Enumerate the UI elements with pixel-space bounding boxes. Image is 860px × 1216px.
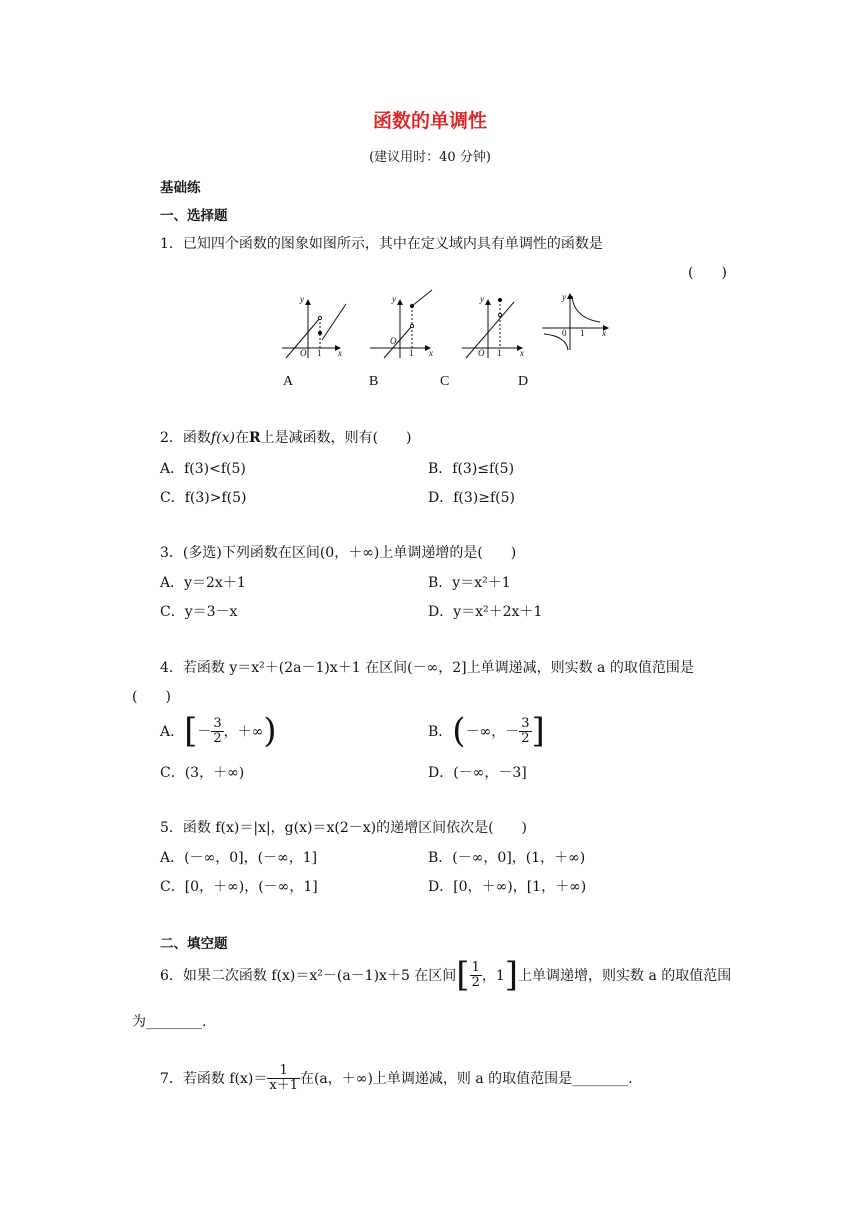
q3-option-a[interactable]: A．y＝2x＋1 xyxy=(160,575,246,591)
graph-b xyxy=(370,290,432,358)
q1-stem: 1．已知四个函数的图象如图所示，其中在定义域内具有单调性的函数是 xyxy=(160,236,603,252)
graph-a xyxy=(282,300,346,358)
graph-d-y-label: y xyxy=(562,292,566,302)
graph-d-x-label: x xyxy=(602,328,606,338)
section-choice: 一、选择题 xyxy=(160,208,228,224)
graph-a-x-label: x xyxy=(338,348,342,358)
q3-option-c[interactable]: C．y＝3－x xyxy=(160,604,238,620)
graph-b-x-label: x xyxy=(429,348,433,358)
section-fill: 二、填空题 xyxy=(160,936,228,952)
figure-label-a: A xyxy=(283,374,294,389)
q5-option-d[interactable]: D．[0，＋∞)，[1，＋∞) xyxy=(428,879,587,895)
graph-c-tick-1: 1 xyxy=(497,348,502,358)
q4-stem: 4．若函数 y＝x²＋(2a－1)x＋1 在区间(－∞，2]上单调递减，则实数 a 的取值范围是 xyxy=(160,660,694,676)
time-suggestion: (建议用时：40 分钟) xyxy=(369,150,491,165)
figure-label-b: B xyxy=(369,374,379,389)
q5-option-c[interactable]: C．[0，＋∞)，(－∞，1] xyxy=(160,879,318,895)
graph-a-origin: O xyxy=(300,348,307,358)
q2-stem: 2．函数f(x)在R上是减函数，则有( ) xyxy=(160,430,412,446)
figure-label-d: D xyxy=(518,374,529,389)
graph-b-origin: O xyxy=(390,336,397,346)
q6-stem: 6．如果二次函数 f(x)＝x²－(a－1)x＋5 在区间[ $\frac{1}{2}$ ，1]上单调递增，则实数 a 的取值范围 xyxy=(160,955,732,995)
graph-d xyxy=(542,294,608,350)
q7-stem: 7．若函数 f(x)＝ $\frac{1}{x+1}$ 在(a，＋∞)上单调递减，则 a 的取值范围是________. xyxy=(160,1063,633,1093)
figure-label-c: C xyxy=(440,374,450,389)
graph-c xyxy=(462,298,522,358)
graph-b-tick-1: 1 xyxy=(409,348,414,358)
q5-stem: 5．函数 f(x)＝|x|，g(x)＝x(2－x)的递增区间依次是( ) xyxy=(160,820,528,836)
graph-c-origin: O xyxy=(478,348,485,358)
q5-option-b[interactable]: B．(－∞，0]，(1，＋∞) xyxy=(428,850,586,866)
q4-answer-paren: ( ) xyxy=(132,689,171,705)
q1-function-graphs xyxy=(278,288,618,363)
graph-d-tick-1: 1 xyxy=(580,328,585,338)
q5-option-a[interactable]: A．(－∞，0]，(－∞，1] xyxy=(160,850,318,866)
q3-stem: 3．(多选)下列函数在区间(0，＋∞)上单调递增的是( ) xyxy=(160,545,517,561)
q2-option-b[interactable]: B．f(3)≤f(5) xyxy=(428,461,515,477)
graph-b-y-label: y xyxy=(392,294,396,304)
graph-d-origin: 0 xyxy=(562,328,567,338)
graph-a-tick-1: 1 xyxy=(317,348,322,358)
q4-option-c[interactable]: C．(3，＋∞) xyxy=(160,765,245,781)
page-title: 函数的单调性 xyxy=(372,110,487,132)
section-basic: 基础练 xyxy=(160,180,201,196)
q4-option-a[interactable]: A．[－ $\frac{3}{2}$ ，＋∞) xyxy=(160,711,277,751)
q2-option-d[interactable]: D．f(3)≥f(5) xyxy=(428,490,515,506)
graph-c-x-label: x xyxy=(520,348,524,358)
q2-option-a[interactable]: A．f(3)<f(5) xyxy=(160,461,246,477)
q1-answer-paren: ( ) xyxy=(688,265,727,281)
q3-option-b[interactable]: B．y＝x²＋1 xyxy=(428,575,511,591)
q6-blank-line[interactable]: 为________. xyxy=(132,1014,207,1030)
q2-option-c[interactable]: C．f(3)>f(5) xyxy=(160,490,247,506)
graph-c-y-label: y xyxy=(480,294,484,304)
graph-a-y-label: y xyxy=(300,294,304,304)
q4-option-d[interactable]: D．(－∞，－3] xyxy=(428,765,527,781)
q3-option-d[interactable]: D．y＝x²＋2x＋1 xyxy=(428,604,543,620)
q4-option-b[interactable]: B．(－∞，－ $\frac{3}{2}$ ] xyxy=(428,711,545,751)
